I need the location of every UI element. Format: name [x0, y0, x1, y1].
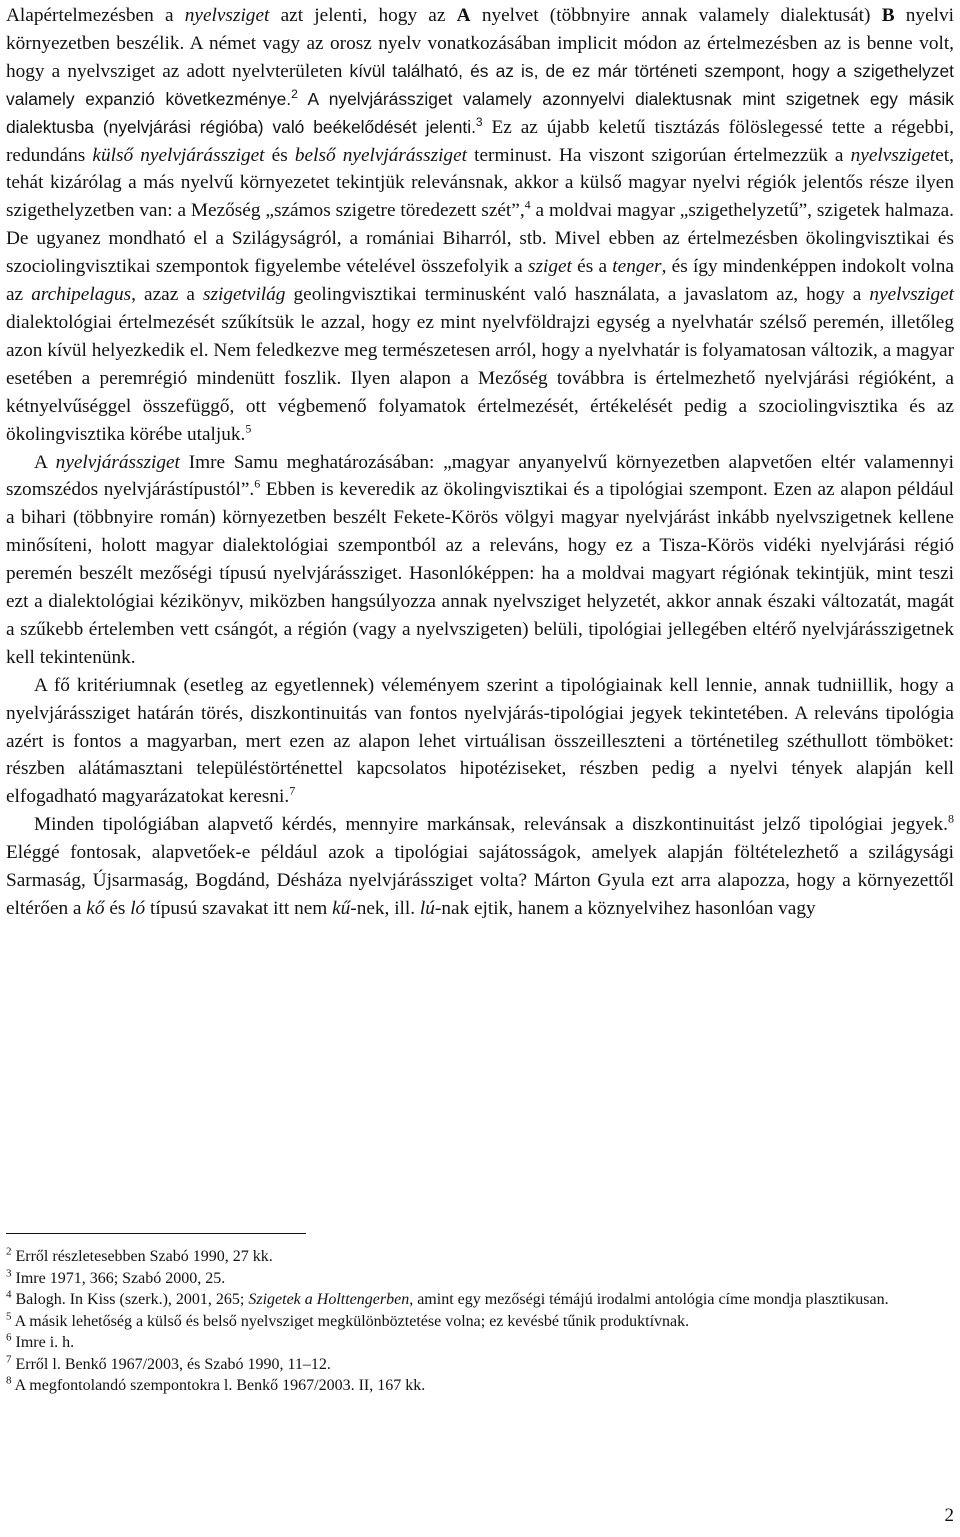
footnote-8	[6, 1375, 954, 1397]
footnote-number: 7	[6, 1353, 12, 1366]
footnote-number: 4	[6, 1288, 12, 1301]
footnote-text: Erről l. Benkő 1967/2003, és Szabó 1990, 11–12.	[15, 1355, 331, 1373]
footnotes	[6, 1246, 954, 1397]
paragraph-1: Alapértelmezésben a nyelvsziget azt jelenti, hogy az A nyelvet (többnyire annak valamely dialektusát) B nyelvi környezetben beszélik. A német vagy az orosz nyelv vonatkozásában implicit módon az értelmezésben az is benne volt, hogy a nyelvsziget az adott nyelvterületen kívül található, és az is, de ez már történeti szempont, hogy a szigethelyzet valamely expanzió következménye.$^2$ A nyelvjárássziget valamely azonnyelvi dialektusnak mint szigetnek egy másik dialektusba (nyelvjárási régióba) való beékelődését jelenti.$^3$ Ez az újabb keletű tisztázás fölöslegessé tette a régebbi, redundáns külső nyelvjárássziget és belső nyelvjárássziget terminust. Ha viszont szigorúan értelmezzük a nyelvszigetet, tehát kizárólag a más nyelvű környezetet tekintjük relevánsnak, akkor a külső magyar nyelvi régiók jelentős része ilyen szigethelyzetben van: a Mezőség „számos szigetre töredezett szét”,$^4$ a moldvai magyar „szigethelyzetű”, szigetek halmaza. De ugyanez mondható el a Szilágyságról, a romániai Biharról, stb. Mivel ebben az értelmezésben ökolingvisztikai és szociolingvisztikai szempontok figyelembe vételével összefolyik a sziget és a tenger, és így mindenképpen indokolt volna az archipelagus, azaz a szigetvilág geolingvisztikai terminusként való használata, a javaslatom az, hogy a nyelvsziget dialektológiai értelmezését szűkítsük le azzal, hogy ez mint nyelvföldrajzi egység a nyelvhatár szélső peremén, illetőleg azon kívül helyezkedik el. Nem feledkezve meg természetesen arról, hogy a nyelvhatár is folyamatosan változik, a magyar esetében a peremrégió mindenütt foszlik. Ilyen alapon a Mezőség továbbra is értelmezhető nyelvjárási régióként, a kétnyelvűséggel összefüggő, ott végbemenő folyamatok értelmezését, értékelését pedig a szociolingvisztika és az ökolingvisztika körébe utaljuk.$^5$	[6, 5, 954, 445]
footnote-number: 6	[6, 1331, 12, 1344]
footnote-text: Imre i. h.	[15, 1334, 75, 1351]
footnote-2	[6, 1246, 954, 1268]
footnote-7	[6, 1354, 954, 1376]
document-body	[6, 2, 954, 923]
footnote-number: 5	[6, 1310, 12, 1323]
paragraph-2: A nyelvjárássziget Imre Samu meghatározásában: „magyar anyanyelvű környezetben alapvetően eltér valamennyi szomszédos nyelvjárástípustól”.$^6$ Ebben is keveredik az ökolingvisztikai és a tipológiai szempont. Ezen az alapon például a bihari (többnyire román) környezetben beszélt Fekete-Körös völgyi magyar nyelvjárást inkább nyelvszigetnek kellene minősíteni, holott magyar dialektológiai szempontból az a releváns, hogy ez a Tisza-Körös vidéki nyelvjárási régió peremén beszélt mezőségi típusú nyelvjárássziget. Hasonlóképpen: ha a moldvai magyart régiónak tekintjük, mint teszi ezt a dialektológiai kézikönyv, miközben hangsúlyozza annak nyelvsziget helyzetét, akkor annak északi változatát, magát a szűkebb értelemben vett csángót, a régión (vagy a nyelvszigeten) belüli, tipológiai jellegében eltérő nyelvjárásszigetnek kell tekintenünk.	[6, 451, 955, 668]
footnote-text: Erről részletesebben Szabó 1990, 27 kk.	[15, 1248, 273, 1265]
paragraph-3: A fő kritériumnak (esetleg az egyetlennek) véleményem szerint a tipológiainak kell lennie, annak tudniillik, hogy a nyelvjárássziget határán törés, diszkontinuitás van fontos nyelvjárás-tipológiai jegyek tekintetében. A releváns tipológia azért is fontos a magyarban, mert ezen az alapon lehet virtuálisan összeilleszteni a történetileg széthullott tömböket: részben alátámasztani településtörténettel kapcsolatos hipotéziseket, részben pedig a nyelvi tények alapján kell elfogadható magyarázatokat keresni.$^7$	[6, 674, 954, 808]
footnote-text: A másik lehetőség a külső és belső nyelvsziget megkülönböztetése volna; ez kevésbé tűnik produktívnak.	[14, 1312, 690, 1330]
footnote-4	[6, 1289, 954, 1311]
footnote-number: 8	[6, 1374, 12, 1387]
sans-serif-passage: kívül található, és az is, de ez már történeti szempont, hogy a szigethelyzet valamely expanzió következménye.$^2$ A nyelvjárássziget valamely azonnyelvi dialektusnak mint szigetnek egy másik dialektusba (nyelvjárási régióba) való beékelődését jelenti.$^3$	[6, 60, 954, 137]
paragraph-4: Minden tipológiában alapvető kérdés, mennyire markánsak, relevánsak a diszkontinuitást jelző tipológiai jegyek.$^8$ Eléggé fontosak, alapvetőek-e például azok a tipológiai sajátosságok, amelyek alapján föltételezhető a szilágysági Sarmaság, Újsarmaság, Bogdánd, Désháza nyelvjárássziget volta? Márton Gyula ezt arra alapozza, hogy a környezettől eltérően a kő és ló típusú szavakat itt nem kű-nek, ill. lú-nak ejtik, hanem a köznyelvihez hasonlóan vagy	[6, 811, 954, 919]
page-number: 2	[944, 1505, 954, 1526]
footnote-number: 2	[6, 1245, 12, 1258]
footnote-3	[6, 1268, 954, 1290]
footnote-6	[6, 1332, 954, 1354]
footnote-text: Balogh. In Kiss (szerk.), 2001, 265; Szigetek a Holttengerben, amint egy mezőségi témájú irodalmi antológia címe mondja plasztikusan.	[15, 1291, 889, 1308]
footnote-number: 3	[6, 1267, 12, 1280]
footnote-text: Imre 1971, 366; Szabó 2000, 25.	[15, 1269, 226, 1287]
footnote-text: A megfontolandó szempontokra l. Benkő 1967/2003. II, 167 kk.	[14, 1377, 426, 1394]
footnote-5	[6, 1311, 954, 1333]
footnote-separator	[6, 1233, 306, 1234]
